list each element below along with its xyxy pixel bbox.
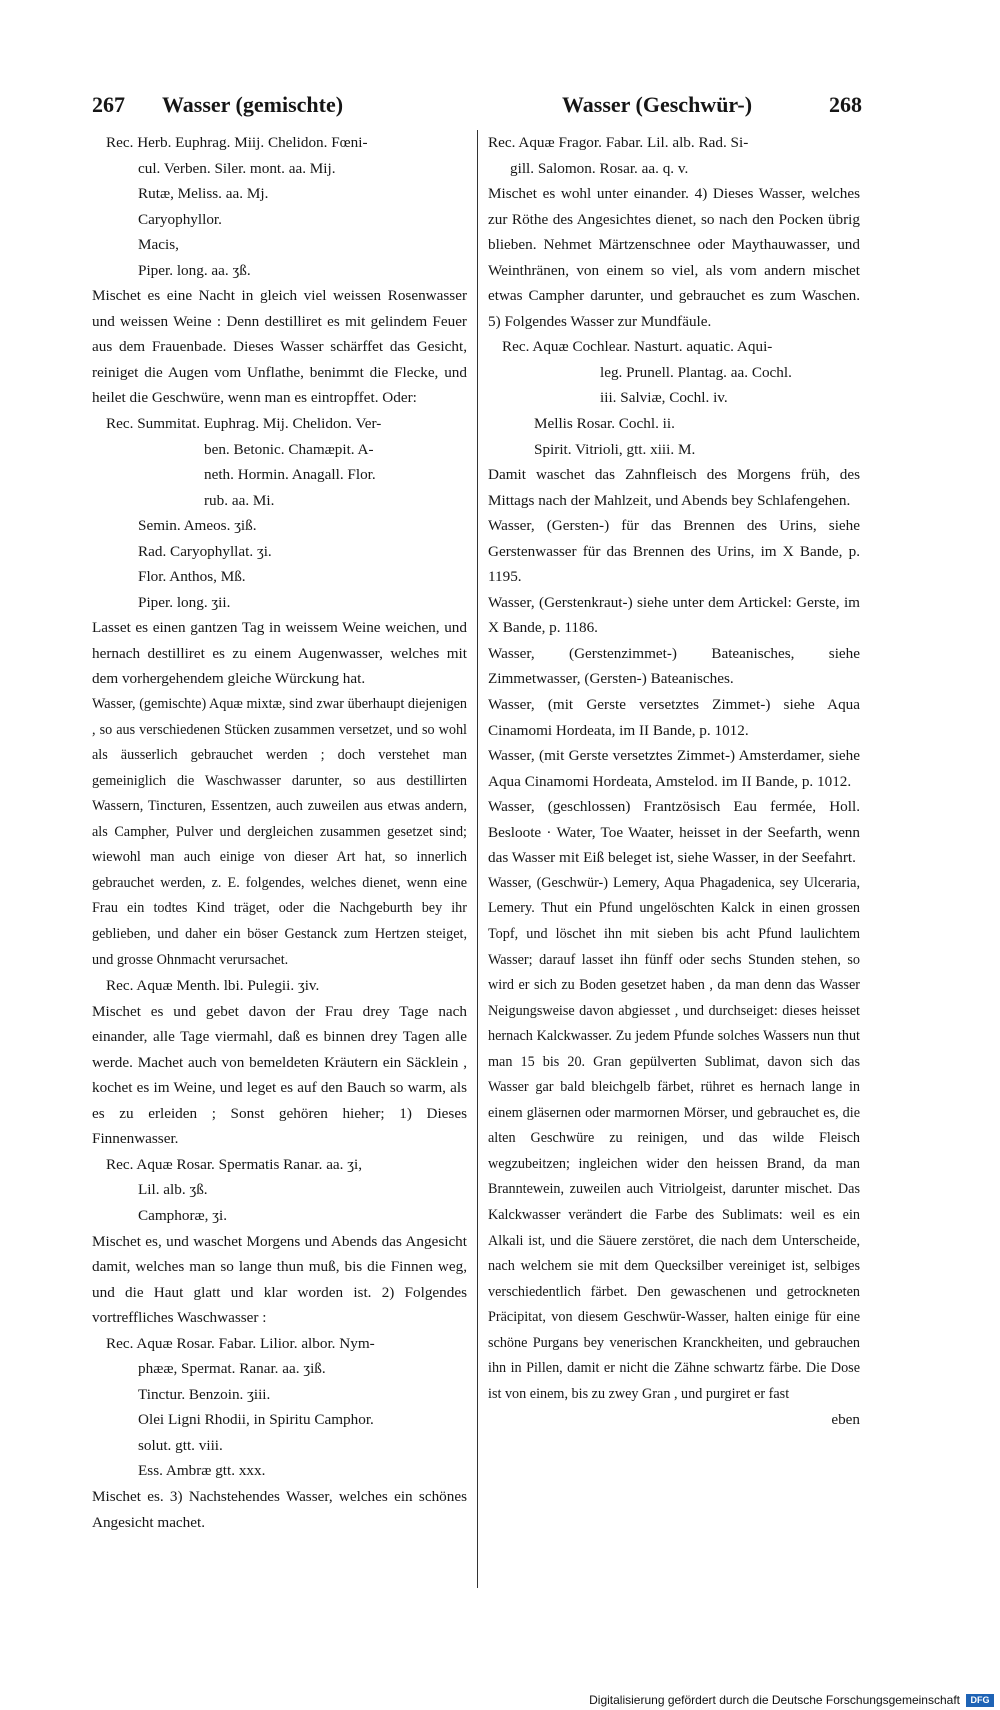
recipe-line: leg. Prunell. Plantag. aa. Cochl. (600, 363, 792, 381)
catchword: eben (831, 1411, 860, 1429)
entry-wasser-geschlossen: Wasser, (geschlossen) Frantzösisch Eau fermée, Holl. Besloote · Water, Toe Waater, heisset in der Seefarth, wenn das Wasser mit Eiß beleget ist, siehe Wasser, in der Seefahrt. (488, 798, 860, 867)
digitization-footer (0, 1692, 1000, 1710)
recipe-line: Semin. Ameos. ʒiß. (138, 517, 257, 535)
entry-wasser-gersten: Wasser, (Gersten-) für das Brennen des Urins, siehe Gerstenwasser für das Brennen des Urins, im X Bande, p. 1195. (488, 517, 860, 586)
right-running-title: Wasser (Geschwür-) (562, 92, 753, 117)
recipe-line: Rec. Aquæ Fragor. Fabar. Lil. alb. Rad. Si- (488, 134, 749, 151)
left-running-title: Wasser (gemischte) (162, 92, 344, 117)
recipe-line: cul. Verben. Siler. mont. aa. Mij. (138, 159, 336, 177)
recipe-waschwasser (92, 1331, 467, 1484)
recipe-line: Rec. Aquæ Cochlear. Nasturt. aquatic. Aqui- (502, 338, 773, 356)
right-column (488, 130, 860, 1433)
recipe-eyewater-1 (92, 130, 467, 283)
right-page-number: 268 (829, 92, 862, 117)
column-divider (477, 130, 478, 1588)
entry-wasser-gemischte: Wasser, (gemischte) Aquæ mixtæ, sind zwar überhaupt diejenigen , so aus verschiedenen Stücken zusammen versetzet, und so wohl als äusserlich gebrauchet werden ; doch verstehet man gemeiniglich die Waschwasser darunter, so aus destillirten Wassern, Tincturen, Essentzen, auch zuweilen aus etwas andern, als Campher, Pulver und dergleichen zusammen gesetzet sind; wiewohl man auch einige von dieser Art hat, so innerlich gebrauchet werden, z. E. folgendes, welches dienet, wenn eine Frau ein todtes Kind träget, oder die Nachgeburth bey ihr geblieben, und daher ein böser Gestanck zum Hertzen steiget, und grosse Ohnmacht verursachet. (92, 696, 467, 968)
recipe-line: Piper. long. ʒii. (138, 593, 231, 611)
recipe-line: Rec. Herb. Euphrag. Miij. Chelidon. Fœni- (106, 134, 368, 151)
recipe-line: solut. gtt. viii. (138, 1436, 223, 1454)
recipe-line: Camphoræ, ʒi. (138, 1206, 228, 1224)
recipe-line: neth. Hormin. Anagall. Flor. (204, 466, 376, 484)
entry-wasser-geschwuer: Wasser, (Geschwür-) Lemery, Aqua Phagadenica, sey Ulceraria, Lemery. Thut ein Pfund ungelöschten Kalck in einen grossen Topf, und löschet ihn mit sieben bis acht Pfund laulichtem Wasser; darauf lasset ihn fünff oder sechs Stunden stehen, so wird er sich zu Boden gesetzet haben , da man denn das Wasser Neigungsweise davon abgiesset , und durchseiget: dieses heisset hernach Kalckwasser. Zu jedem Pfunde solches Wassers nun thut man 15 bis 20. Gran gepülverten Sublimat, davon sich das Wasser gar bald bleichgelb färbet, rühret es hernach lange in einem gläsernen oder marmornen Mörser, und gebrauchet es, die alten Geschwüre zu reinigen, und das wilde Fleisch wegzubeitzen; ingleichen wider den heissen Brand, da man Branntewein, zuweilen auch Vitriolgeist, darunter mischet. Das Kalckwasser verändert die Farbe des Sublimats: weil es ein Alkali ist, und die Säuere zerstöret, die nach dem Unterscheide, nach welchem sie mit dem Quecksilber vereiniget ist, selbiges verschiedentlich färbet. Den gewaschenen und getrockneten Präcipitat, von diesem Geschwür-Wasser, halten einige für eine schöne Purgans bey venerischen Kranckheiten, und gebrauchen ihn in Pillen, damit er nicht die Zähne schwartz färbe. Die Dose ist von einem, bis zu zwey Gran , und purgiret er fast (488, 874, 860, 1402)
paragraph-eyewater-2-instructions: Lasset es einen gantzen Tag in weissem Weine weichen, und hernach destilliret es zu einem Augenwasser, welches mit dem vorhergehendem gleiche Würckung hat. (92, 619, 467, 688)
entry-wasser-gerste-zimmet-amsterdamer: Wasser, (mit Gerste versetztes Zimmet-) Amsterdamer, siehe Aqua Cinamomi Hordeata, Amstelod. im II Bande, p. 1012. (488, 747, 860, 790)
entry-wasser-gerstenzimmet: Wasser, (Gerstenzimmet-) Bateanisches, siehe Zimmetwasser, (Gersten-) Bateanisches. (488, 644, 860, 688)
dfg-logo: DFG (966, 1694, 994, 1707)
recipe-line: Mellis Rosar. Cochl. ii. (534, 415, 675, 433)
recipe-mixed-water (92, 973, 467, 999)
footer-text: Digitalisierung gefördert durch die Deutsche Forschungsgemeinschaft (589, 1693, 960, 1707)
paragraph-waschwasser-closing: Mischet es. 3) Nachstehendes Wasser, welches ein schönes Angesicht machet. (92, 1487, 467, 1531)
recipe-line: iii. Salviæ, Cochl. iv. (600, 389, 728, 407)
paragraph-eyewater-instructions: Mischet es eine Nacht in gleich viel weissen Rosenwasser und weissen Weine : Denn destilliret es mit gelindem Feuer aus dem Frauenbade. Dieses Wasser schärffet das Gesicht, reiniget die Augen vom Unflathe, benimmt die Flecke, und heilet die Geschwüre, wenn man es eintropffet. Oder: (92, 287, 467, 407)
recipe-line: rub. aa. Mi. (204, 491, 275, 509)
recipe-line: Rec. Aquæ Rosar. Spermatis Ranar. aa. ʒi, (106, 1155, 363, 1173)
recipe-line: Caryophyllor. (138, 210, 222, 228)
recipe-line: ben. Betonic. Chamæpit. A- (204, 440, 374, 458)
recipe-finnenwasser (92, 1152, 467, 1229)
recipe-schoenes-angesicht (488, 130, 860, 181)
recipe-line: Rad. Caryophyllat. ʒi. (138, 542, 272, 560)
recipe-line: Ess. Ambræ gtt. xxx. (138, 1462, 266, 1480)
recipe-line: Rec. Aquæ Rosar. Fabar. Lilior. albor. Nym- (106, 1334, 375, 1352)
paragraph-finnenwasser-instructions: Mischet es, und waschet Morgens und Abends das Angesicht damit, welches man so lange thun muß, bis die Finnen weg, und die Haut glatt und klar worden ist. 2) Folgendes vortreffliches Waschwasser : (92, 1232, 467, 1327)
recipe-line: Spirit. Vitrioli, gtt. xiii. M. (534, 440, 696, 458)
recipe-line: Flor. Anthos, Mß. (138, 568, 246, 586)
recipe-line: Macis, (138, 236, 179, 254)
running-header (92, 92, 862, 122)
recipe-line: Olei Ligni Rhodii, in Spiritu Camphor. (138, 1411, 374, 1429)
entry-wasser-gerstenkraut: Wasser, (Gerstenkraut-) siehe unter dem Artickel: Gerste, im X Bande, p. 1186. (488, 593, 860, 637)
recipe-line: Tinctur. Benzoin. ʒiii. (138, 1385, 271, 1403)
recipe-eyewater-2 (92, 411, 467, 615)
recipe-line: Rec. Summitat. Euphrag. Mij. Chelidon. Ver- (106, 415, 382, 433)
recipe-line: gill. Salomon. Rosar. aa. q. v. (510, 159, 689, 177)
paragraph-mixed-water-instructions: Mischet es und gebet davon der Frau drey Tage nach einander, alle Tage viermahl, daß es binnen drey Tagen alle werde. Machet auch von bemeldeten Kräutern ein Säcklein , kochet es im Weine, und leget es auf den Bauch so warm, als es zu erleiden ; Sonst gehören hieher; 1) Dieses Finnenwasser. (92, 1002, 467, 1148)
left-column (92, 130, 467, 1535)
recipe-mundfaeule (488, 334, 860, 462)
recipe-line: Lil. alb. ʒß. (138, 1181, 208, 1199)
recipe-line: phææ, Spermat. Ranar. aa. ʒiß. (138, 1360, 326, 1378)
recipe-line: Rec. Aquæ Menth. lbi. Pulegii. ʒiv. (106, 977, 320, 995)
paragraph-pocken-water: Mischet es wohl unter einander. 4) Dieses Wasser, welches zur Röthe des Angesichtes dienet, so nach den Pocken übrig blieben. Nehmet Märtzenschnee oder Maythauwasser, und Weinthränen, von einem so viel, als vom andern mischet etwas Campher darunter, und gebrauchet es zum Waschen. 5) Folgendes Wasser zur Mundfäule. (488, 185, 860, 330)
recipe-line: Rutæ, Meliss. aa. Mj. (138, 185, 269, 203)
left-page-number: 267 (92, 92, 125, 117)
paragraph-mundfaeule-instructions: Damit waschet das Zahnfleisch des Morgens früh, des Mittags nach der Mahlzeit, und Abends bey Schlafengehen. (488, 466, 860, 509)
recipe-line: Piper. long. aa. ʒß. (138, 261, 251, 279)
entry-wasser-gerste-zimmet: Wasser, (mit Gerste versetztes Zimmet-) siehe Aqua Cinamomi Hordeata, im II Bande, p. 1012. (488, 696, 860, 739)
